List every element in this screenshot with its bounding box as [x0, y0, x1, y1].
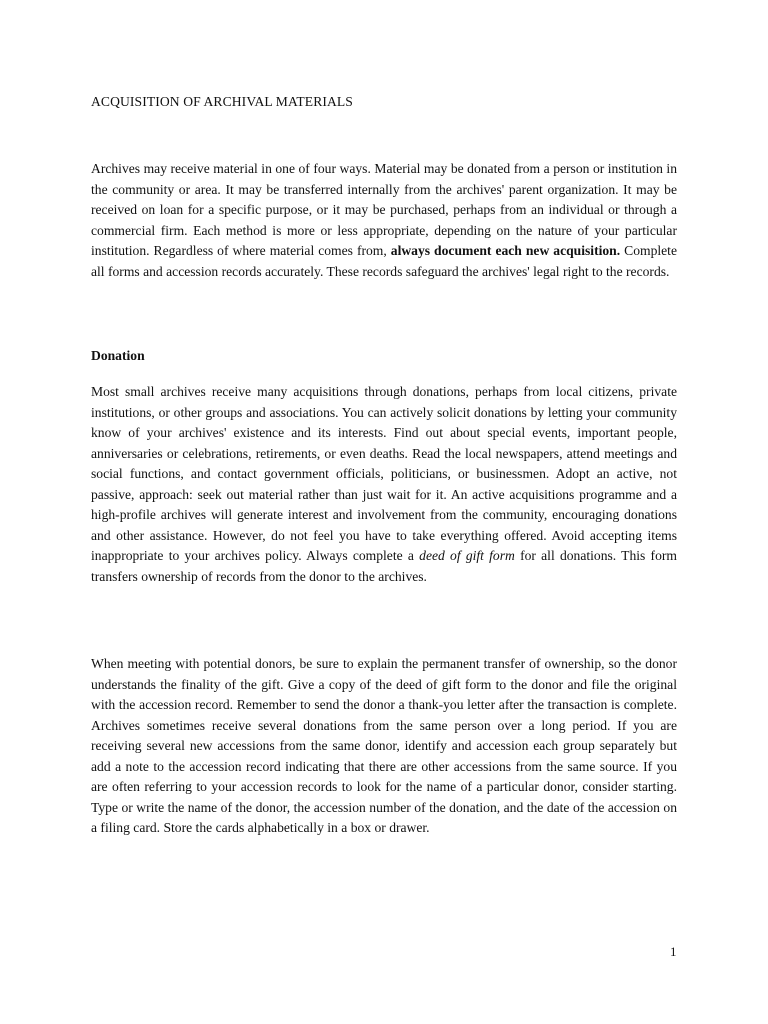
- intro-bold-emphasis: always document each new acquisition.: [390, 243, 621, 258]
- intro-paragraph: [91, 159, 677, 282]
- donation-heading: Donation: [91, 348, 145, 363]
- donation-text-end: for all donations. This form transfers ownership of records from the donor to the archives.: [91, 548, 677, 584]
- deed-of-gift-term: deed of gift form: [419, 548, 515, 563]
- donation-text-start: Most small archives receive many acquisitions through donations, perhaps from local citizens, private institutions, or other groups and associations. You can actively solicit donations by letting your community know of your archives' existence and its interests. Find out about special events, important people, anniversaries or celebrations, retirements, or even deaths. Read the local newspapers, attend meetings and social functions, and contact government officials, politicians, or businessmen. Adopt an active, not passive, approach: seek out material rather than just wait for it. An active acquisitions programme and a high-profile archives will generate interest and involvement from the community, encouraging donations and other assistance. However, do not feel you have to take everything offered. Avoid accepting items inappropriate to your archives policy. Always complete a: [91, 384, 677, 563]
- donation-paragraph-1: [91, 382, 677, 587]
- page-number: 1: [670, 944, 677, 959]
- intro-text-end: Complete all forms and accession records accurately. These records safeguard the archives' legal right to the records.: [91, 243, 677, 279]
- intro-text-start: Archives may receive material in one of four ways. Material may be donated from a person or institution in the community or area. It may be transferred internally from the archives' parent organization. It may be received on loan for a specific purpose, or it may be purchased, perhaps from an individual or through a commercial firm. Each method is more or less appropriate, depending on the nature of your particular institution. Regardless of where material comes from,: [91, 161, 677, 258]
- document-title: ACQUISITION OF ARCHIVAL MATERIALS: [91, 94, 353, 109]
- donation-paragraph-2: When meeting with potential donors, be sure to explain the permanent transfer of ownership, so the donor understands the finality of the gift. Give a copy of the deed of gift form to the donor and file the original with the accession record. Remember to send the donor a thank-you letter after the transaction is complete. Archives sometimes receive several donations from the same person over a long period. If you are receiving several new accessions from the same donor, identify and accession each group separately but add a note to the accession record indicating that there are other accessions from the same source. If you are often referring to your accession records to look for the name of a particular donor, consider starting. Type or write the name of the donor, the accession number of the donation, and the date of the accession on a filing card. Store the cards alphabetically in a box or drawer.: [91, 656, 677, 835]
